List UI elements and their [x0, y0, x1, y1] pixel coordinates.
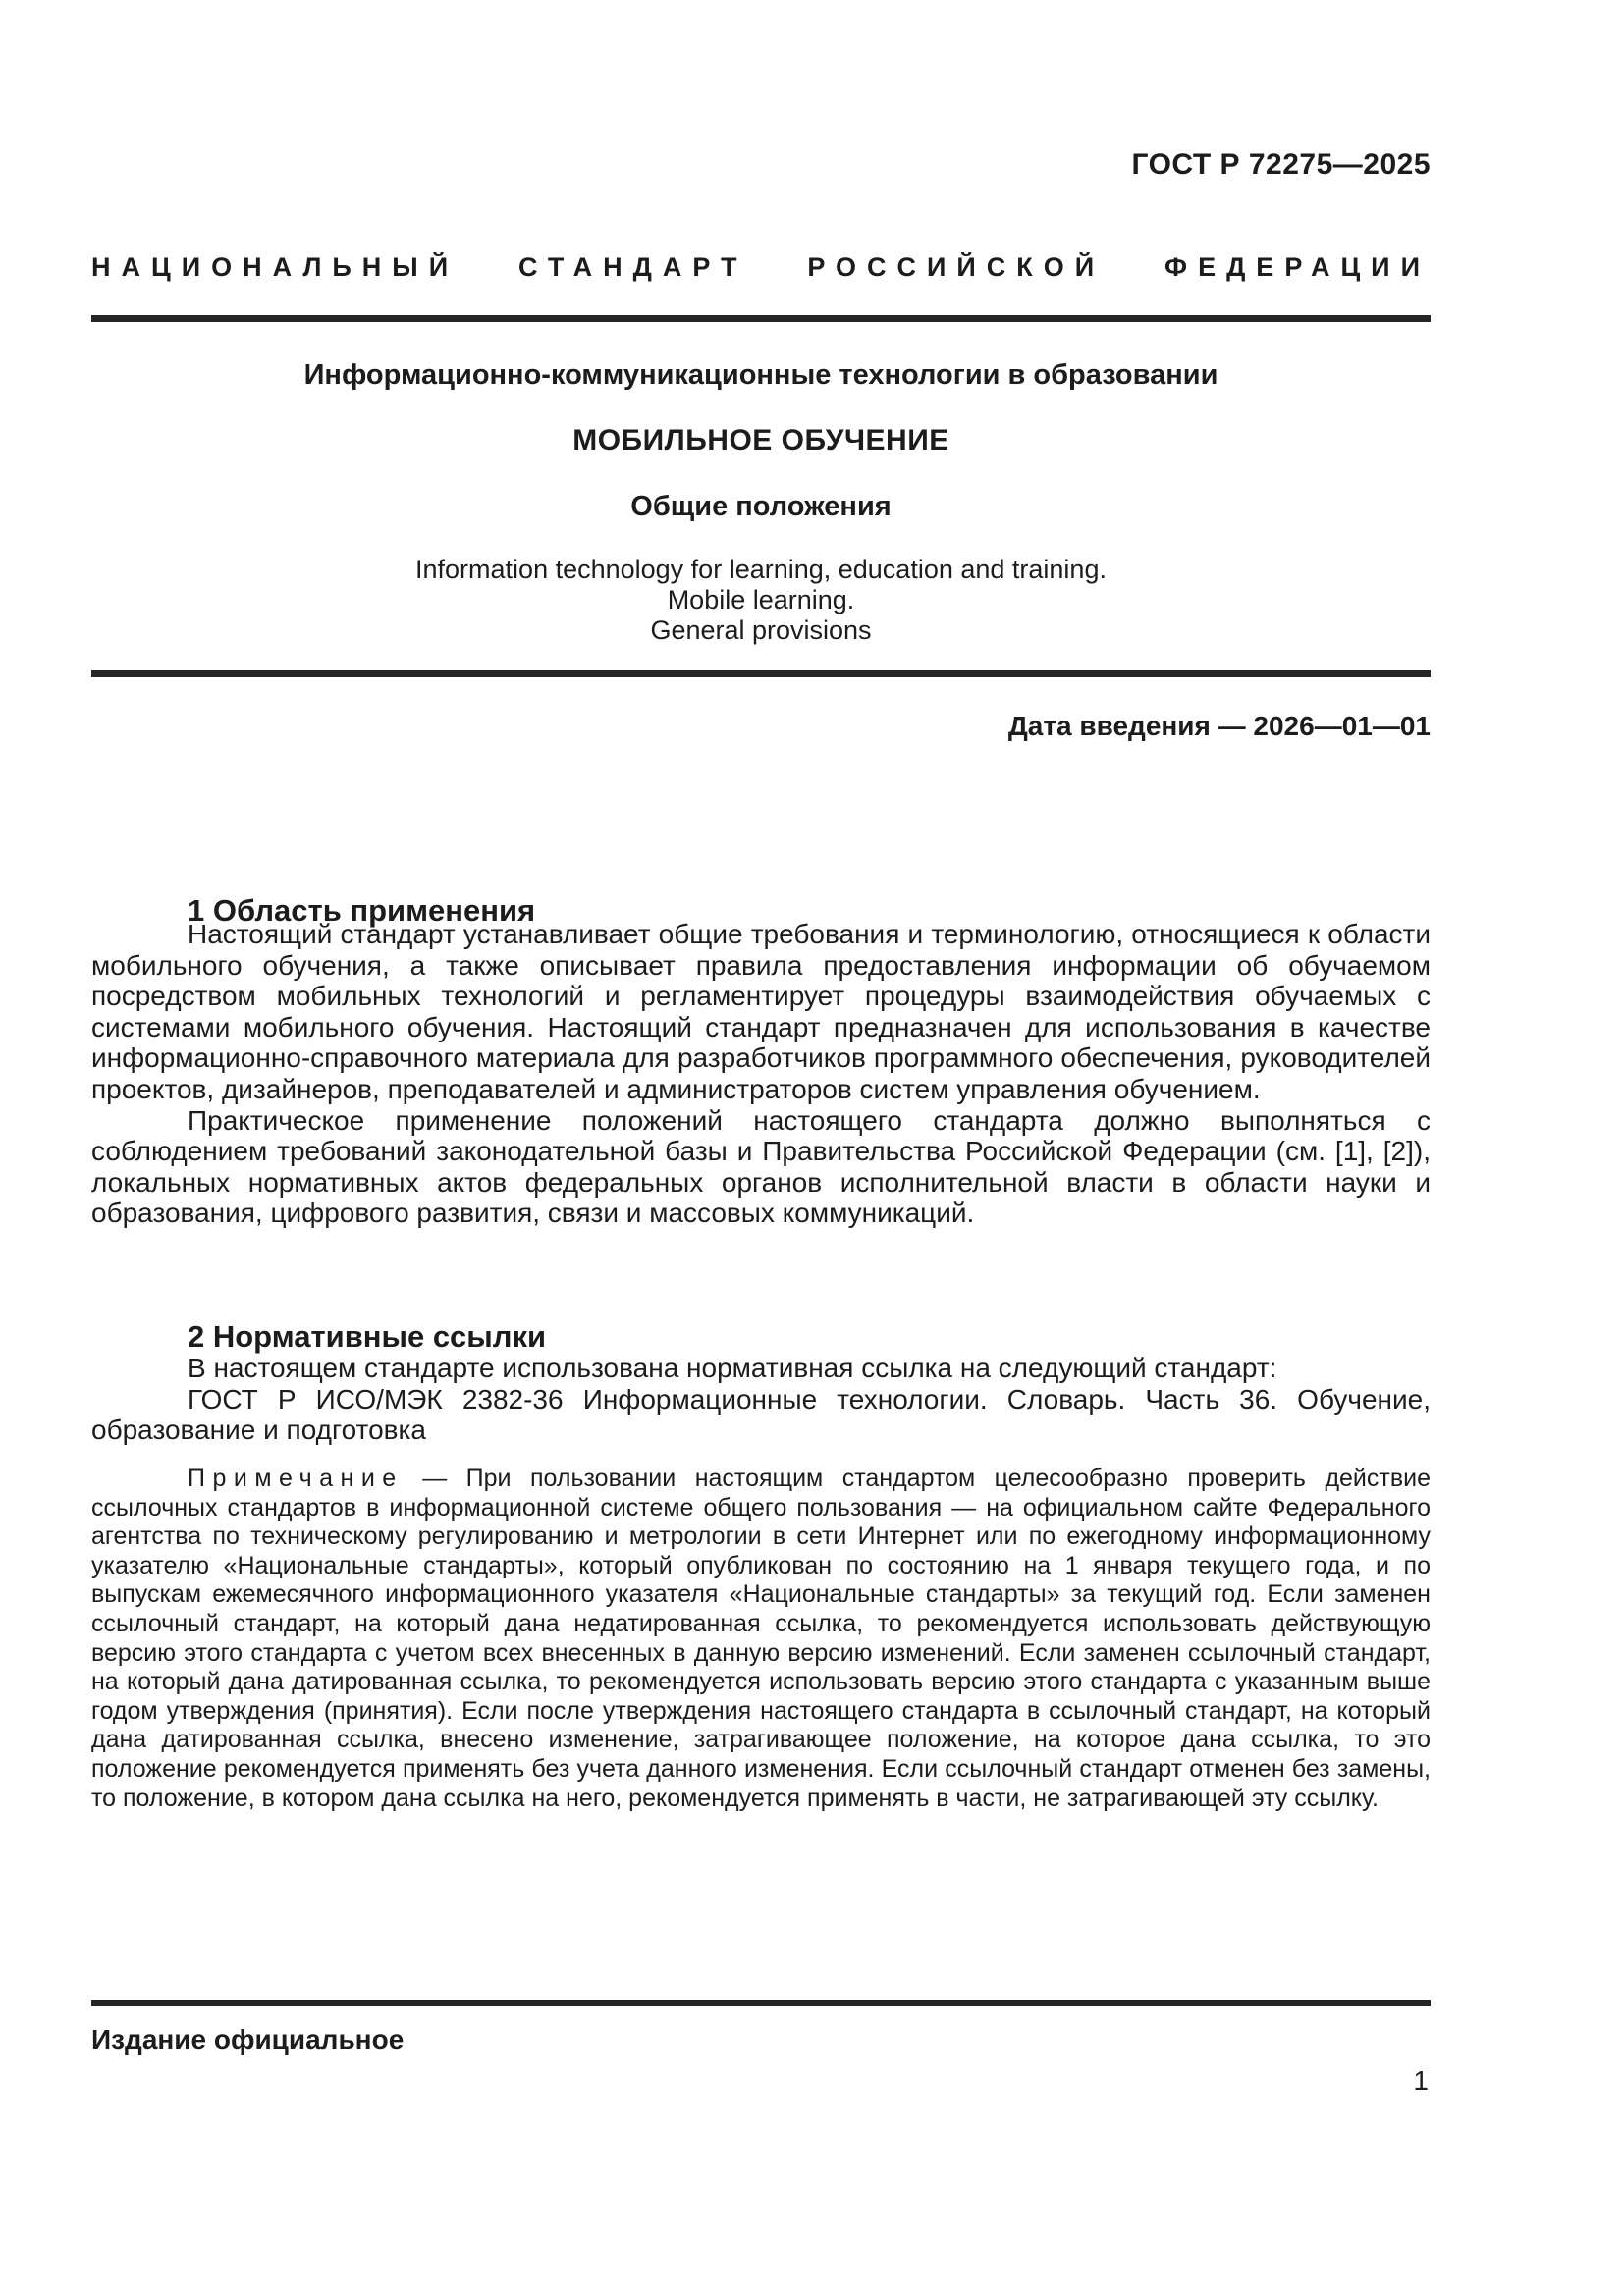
section-1-paragraph-1: Настоящий стандарт устанавливает общие требования и терминологию, относящиеся к области мобильного обучения, а также описывает правила предоставления информации об обучаемом посредством мобильных технологий и регламентирует процедуры взаимодействия обучаемых с системами мобильного обучения. Настоящий стандарт предназначен для использования в качестве информационно-справочного материала для разработчиков программного обеспечения, руководителей проектов, дизайнеров, преподавателей и администраторов систем управления обучением.: [91, 919, 1431, 1104]
title-rule: [91, 670, 1431, 677]
title-english-line-1: Information technology for learning, education and training.: [415, 555, 1107, 584]
effective-date: Дата введения — 2026—01—01: [1007, 711, 1431, 741]
section-1-paragraph-2: Практическое применение положений настоящего стандарта должно выполняться с соблюдением требований законодательной базы и Правительства Российской Федерации (см. [1], [2]), локальных нормативных актов федеральных органов исполнительной власти в области науки и образования, цифрового развития, связи и массовых коммуникаций.: [91, 1104, 1431, 1229]
title-block: [91, 359, 1431, 646]
section-2-paragraph-1: В настоящем стандарте использована нормативная ссылка на следующий стандарт:: [188, 1353, 1277, 1383]
section-2-heading: 2 Нормативные ссылки: [188, 1318, 547, 1354]
title-english: [91, 555, 1431, 646]
footer-rule: [91, 2000, 1431, 2006]
standard-code: ГОСТ Р 72275—2025: [1131, 148, 1431, 181]
title-main: МОБИЛЬНОЕ ОБУЧЕНИЕ: [572, 424, 949, 456]
national-standard-banner: НАЦИОНАЛЬНЫЙ СТАНДАРТ РОССИЙСКОЙ ФЕДЕРАЦИИ: [91, 252, 1431, 282]
official-edition-label: Издание официальное: [91, 2024, 405, 2055]
note-text: — При пользовании настоящим стандартом целесообразно проверить действие ссылочных стандартов в информационной системе общего пользования — на официальном сайте Федерального агентства по техническому регулированию и метрологии в сети Интернет или по ежегодному информационному указателю «Национальные стандарты», который опубликован по состоянию на 1 января текущего года, и по выпускам ежемесячного информационного указателя «Национальные стандарты» за текущий год. Если заменен ссылочный стандарт, на который дана недатированная ссылка, то рекомендуется использовать действующую версию этого стандарта с учетом всех внесенных в данную версию изменений. Если заменен ссылочный стандарт, на который дана датированная ссылка, то рекомендуется использовать версию этого стандарта с указанным выше годом утверждения (принятия). Если после утверждения настоящего стандарта в ссылочный стандарт, на который дана датированная ссылка, внесено изменение, затрагивающее положение, на которое дана ссылка, то это положение рекомендуется применять без учета данного изменения. Если ссылочный стандарт отменен без замены, то положение, в котором дана ссылка на него, рекомендуется применять в части, не затрагивающей эту ссылку.: [91, 1465, 1431, 1812]
header-rule: [91, 315, 1431, 322]
normative-note: [91, 1465, 1431, 1813]
section-1-body: [91, 919, 1431, 1229]
title-english-line-2: Mobile learning.: [667, 585, 855, 614]
title-subtitle: Общие положения: [630, 491, 892, 522]
page-number: 1: [1413, 2065, 1429, 2096]
section-2-paragraph-2: ГОСТ Р ИСО/МЭК 2382-36 Информационные технологии. Словарь. Часть 36. Обучение, образование и подготовка: [91, 1383, 1431, 1446]
section-1-heading: 1 Область применения: [188, 892, 536, 928]
title-subject-area: Информационно-коммуникационные технологии в образовании: [303, 359, 1218, 391]
note-label: Примечание: [188, 1465, 404, 1492]
section-2-body: [91, 1353, 1431, 1446]
title-english-line-3: General provisions: [650, 615, 872, 645]
